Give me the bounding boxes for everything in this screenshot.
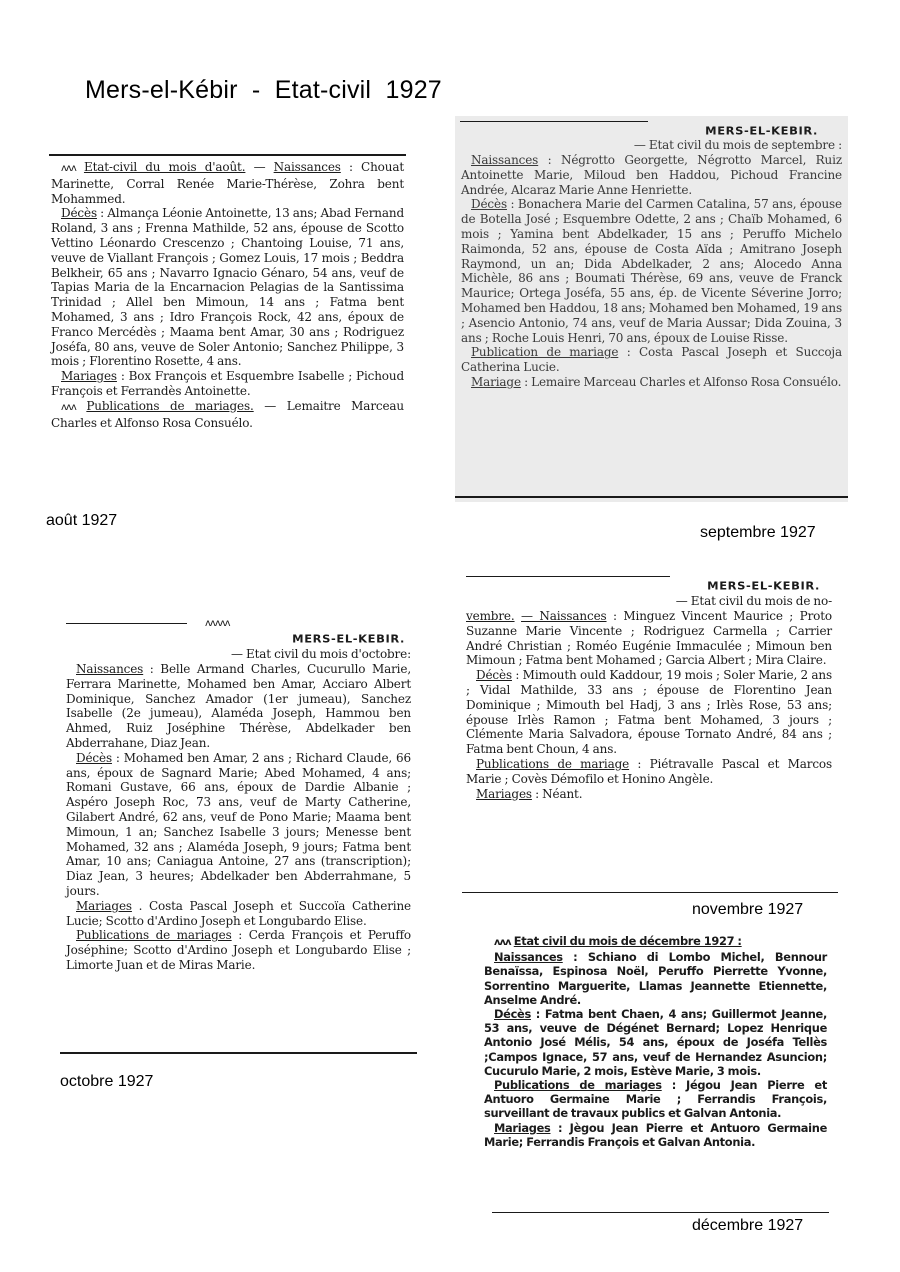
- deaths-label: Décès: [471, 197, 507, 212]
- marriages-text: . Costa Pascal Joseph et Succoïa Catherine Lucie; Scotto d'Ardino Joseph et Longubardo Elise.: [66, 898, 411, 928]
- banns-text: — Lemaitre Marceau Charles et Alfonso Rosa Consuélo.: [51, 398, 405, 430]
- ornament-icon: ʌʌʌʌʌ: [205, 618, 230, 629]
- clipping-text: [460, 593, 838, 805]
- marriages-text: : Jègou Jean Pierre et Antuoro Germaine Marie; Ferrandis François et Galvan Antonia.: [484, 1120, 827, 1149]
- banns-text: : Jégou Jean Pierre et Antuoro Germaine Marie ; Ferrandis François, surveillant de travaux publics et Galvan Antonia.: [484, 1078, 827, 1121]
- deaths-text: : Mimouth ould Kaddour, 19 mois ; Soler Marie, 2 ans ; Vidal Mathilde, 33 ans ; épouse de Florentino Jean Dominique ; Mimouth bel Hadj, 3 ans ; Irlès Rose, 53 ans; épouse Irlès Ramon ; Fatma bent Mohamed, 3 jours ; Clémente Maria Salvadora, épouse Tornato André, 84 ans ; Fatma bent Choun, 4 ans.: [466, 668, 832, 757]
- marriages-text: : Néant.: [531, 786, 583, 801]
- births-label: Naissances: [76, 662, 144, 676]
- ornament-icon: ʌʌʌ: [61, 401, 76, 413]
- clipping-header: MERS-EL-KEBIR.: [292, 632, 405, 646]
- section-heading: — Etat civil du mois de septembre :: [633, 138, 842, 152]
- ornament-icon: ʌʌʌ: [61, 163, 76, 174]
- deaths-label: Décès: [494, 1007, 531, 1022]
- banns-label: Publications de mariages: [494, 1078, 662, 1093]
- marriages-label: Mariages: [61, 369, 117, 384]
- clipping-top-rule: [466, 576, 670, 577]
- clipping-text: [60, 646, 417, 977]
- clipping-header: MERS-EL-KEBIR.: [705, 124, 818, 138]
- deaths-text: : Almança Léonie Antoinette, 13 ans; Abad Fernand Roland, 3 ans ; Frenna Mathilde, 52 ans, épouse de Scotto Vettino Léonardo Crescenzo ; Chantoing Louise, 71 ans, veuve de Viallant François ; Gomez Louis, 17 mois ; Beddra Belkheir, 65 ans ; Navarro Ignacio Génaro, 54 ans, veuf de Tapias Maria de la Encarnacion Pelagias de la Santissima Trinidad ; Allel ben Mimoun, 14 ans ; Fatma bent Mohamed, 3 ans ; Idro François Rock, 42 ans, époux de Franco Mercédès ; Maama bent Amar, 30 ans ; Rodriguez Joséfa, 80 ans, veuve de Soler Antonio; Sanchez Philippe, 3 mois ; Florentino Rosette, 4 ans.: [51, 206, 404, 369]
- clipping-bottom-rule: [60, 1052, 417, 1054]
- clipping-aout: [45, 145, 410, 500]
- month-continuation: vembre.: [466, 609, 515, 623]
- births-text: : Minguez Vincent Maurice ; Proto Suzanne Marie Vincente ; Rodriguez Carmella ; Carrier André Christian ; Roméo Eugénie Immaculée ; Mimoun ben Mimoun ; Fatma bent Mohamed ; Garcia Albert ; Mira Claire.: [466, 609, 832, 668]
- births-text: : Schiano di Lombo Michel, Bennour Benaïssa, Espinosa Noël, Peruffo Pierrette Yvonne, Sorrentino Marguerite, Llamas Jeannette Etiennette, Anselme André.: [484, 950, 827, 1007]
- marriages-text: : Box François et Esquembre Isabelle ; Pichoud François et Ferrandès Antoinette.: [51, 369, 404, 398]
- clipping-text: [478, 930, 833, 1153]
- caption-aout: août 1927: [46, 512, 118, 529]
- marriages-label: Mariages: [494, 1120, 551, 1135]
- banns-label: Publications de mariage: [476, 756, 630, 771]
- clipping-top-rule: [66, 623, 187, 624]
- banns-text: : Piétravalle Pascal et Marcos Marie ; Covès Démofilo et Honino Angèle.: [466, 756, 832, 786]
- births-label: Naissances: [273, 160, 341, 174]
- banns-label: Publications de mariages.: [86, 398, 254, 413]
- caption-decembre: décembre 1927: [692, 1217, 804, 1234]
- clipping-bottom-rule: [492, 1212, 829, 1213]
- deaths-text: : Bonachera Marie del Carmen Catalina, 57 ans, épouse de Botella José ; Esquembre Odette, 2 ans ; Chaïb Mohamed, 6 mois ; Yamina bent Abdelkader, 15 ans ; Peruffo Michelo Raimonda, 52 ans, épouse de Costa Aïda ; Amitrano Joseph Raymond, un an; Dida Abdelkader, 2 ans; Alocedo Anna Michèle, 86 ans ; Boumati Thérèse, 69 ans, veuve de Franck Maurice; Ortega Joséfa, 55 ans, ép. de Vicente Séverine Jorro; Mohamed ben Haddou, 18 ans; Mohamed ben Mohamed, 19 ans ; Asencio Antonio, 74 ans, veuf de Maria Aussar; Dida Zouina, 3 ans ; Roche Louis Henri, 70 ans, époux de Louise Risse.: [461, 197, 842, 345]
- marriages-text: : Lemaire Marceau Charles et Alfonso Rosa Consuélo.: [520, 374, 842, 389]
- deaths-text: : Fatma bent Chaen, 4 ans; Guillermot Jeanne, 53 ans, veuve de Dégénet Bernard; Lopez Henrique Antonio José Mélis, 54 ans, époux de Joséfa Tellès ;Campos Ignace, 57 ans, veuf de Hernandez Asuncion; Cucurulo Marie, 2 mois, Estève Marie, 3 mois.: [484, 1007, 827, 1078]
- births-text: : Négrotto Georgette, Négrotto Marcel, Ruiz Antoinette Marie, Miloud ben Haddou, Pichoud Francine Andrée, Alcaraz Marie Anne Henriette.: [461, 153, 842, 197]
- section-heading: Etat civil du mois de décembre 1927 :: [513, 934, 742, 948]
- births-text: : Chouat Marinette, Corral Renée Marie-Thérèse, Zohra bent Mohammed.: [51, 160, 405, 206]
- caption-novembre: novembre 1927: [692, 901, 804, 918]
- caption-octobre: octobre 1927: [60, 1073, 154, 1090]
- deaths-label: Décès: [476, 668, 512, 683]
- clipping-decembre: [478, 930, 833, 1215]
- caption-septembre: septembre 1927: [700, 524, 816, 541]
- marriages-label: Mariages: [476, 786, 532, 801]
- banns-text: : Costa Pascal Joseph et Succoja Catherina Lucie.: [461, 345, 843, 375]
- clipping-septembre: [455, 116, 848, 502]
- clipping-text: [455, 138, 848, 394]
- births-label: Naissances: [494, 950, 563, 965]
- deaths-label: Décès: [76, 750, 112, 765]
- banns-label: Publications de mariages: [76, 928, 232, 943]
- clipping-header: MERS-EL-KEBIR.: [707, 579, 820, 593]
- deaths-label: Décès: [61, 206, 97, 221]
- marriages-label: Mariage: [471, 374, 521, 389]
- clipping-octobre: [60, 618, 417, 1056]
- section-heading: — Etat civil du mois de no-: [675, 594, 832, 608]
- births-label: — Naissances: [521, 609, 607, 623]
- births-text: : Belle Armand Charles, Cucurullo Marie, Ferrara Marinette, Mohamed ben Amar, Acciaro Albert Dominique, Sanchez Amador (1er jumeau), Sanchez Isabelle (2e jumeau), Alaméda Joseph, Hammou ben Ahmed, Ruiz Joséphine Thérèse, Abdelkader ben Abderrahane, Diaz Jean.: [66, 662, 411, 750]
- ornament-icon: ʌʌʌ: [494, 937, 511, 948]
- section-heading: Etat-civil du mois d'août.: [83, 160, 246, 174]
- page-title: Mers-el-Kébir - Etat-civil 1927: [85, 76, 442, 104]
- deaths-text: : Mohamed ben Amar, 2 ans ; Richard Claude, 66 ans, époux de Sagnard Marie; Abed Mohamed, 4 ans; Romani Gustave, 66 ans, époux de Dardie Albanie ; Aspéro Joseph Roc, 73 ans, veuf de Marty Catherine, Gilabert André, 62 ans, veuf de Pono Marie; Maama bent Mimoun, 1 an; Sanchez Isabelle 3 jours; Menesse bent Mohamed, 32 ans ; Alaméda Joseph, 9 jours; Fatma bent Amar, 10 ans; Caniagua Antoine, 27 ans (transcription); Diaz Jean, 3 heures; Abdelkader ben Abderrahmane, 5 jours.: [66, 750, 411, 898]
- clipping-bottom-rule: [462, 892, 838, 893]
- births-label: Naissances: [471, 153, 539, 167]
- clipping-top-rule: [460, 121, 648, 122]
- banns-label: Publication de mariage: [471, 345, 619, 360]
- clipping-bottom-rule: [455, 496, 848, 498]
- clipping-text: ʌʌʌ Etat-civil du mois d'août. — Naissances : Chouat Marinette, Corral Renée Marie-Thérèse, Zohra bent Mohammed. Décès : Almança Léonie Antoinette, 13 ans; Abad Fernand Roland, 3 ans ; Frenna Mathilde, 52 ans, épouse de Scotto Vettino Léonardo Crescenzo ; Chantoing Louise, 71 ans, veuve de Viallant François ; Gomez Louis, 17 mois ; Beddra Belkheir, 65 ans ; Navarro Ignacio Génaro, 54 ans, veuf de Tapias Maria de la Encarnacion Pelagias de la Santissima Trinidad ; Allel ben Mimoun, 14 ans ; Fatma bent Mohamed, 3 ans ; Idro François Rock, 42 ans, époux de Franco Mercédès ; Maama bent Amar, 30 ans ; Rodriguez Joséfa, 80 ans, veuve de Soler Antonio; Sanchez Philippe, 3 mois ; Florentino Rosette, 4 ans. Mariages : Box François et Esquembre Isabelle ; Pichoud François et Ferrandès Antoinette. ʌʌʌ Publications de mariages. — Lemaitre Marceau Charles et Alfonso Rosa Consuélo.: [51, 160, 405, 430]
- clipping-novembre: [460, 570, 838, 895]
- marriages-label: Mariages: [76, 898, 132, 913]
- section-heading: — Etat civil du mois d'octobre:: [230, 647, 411, 661]
- banns-text: : Cerda François et Peruffo Joséphine; Scotto d'Ardino Joseph et Longubardo Elise ; Limorte Juan et de Miras Marie.: [66, 928, 412, 972]
